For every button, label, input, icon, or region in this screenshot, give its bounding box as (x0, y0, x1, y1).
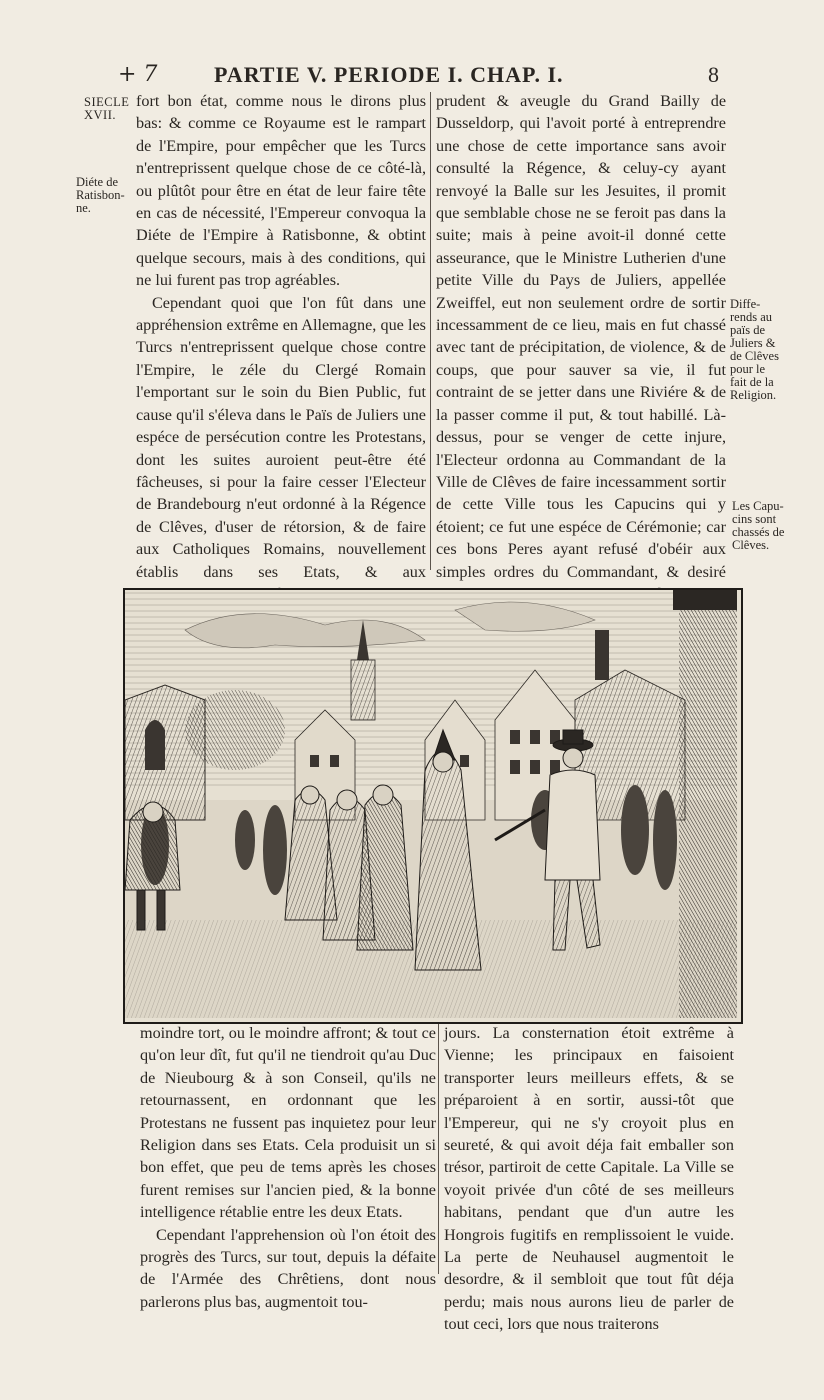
paragraph: prudent & aveugle du Grand Bailly de Dusseldorp, qui l'avoit porté à entreprendre une chose de cette importance sans avoir consulté la Régence, & celuy-cy ayant renvoyé la Balle sur les Jesuites, il promit que semblable chose ne se feroit pas dans la suite; mais à peine avoit-il donné cette asseurance, que le Ministre Lutherien d'une petite Ville du Pays de Juliers, appellée Zweiffel, eut non seulement ordre de sortir incessamment de ce lieu, mais en fut chassé avec tant de précipitation, de violence, & de coups, que pour sauver sa vie, il fut contraint de se jetter dans une Riviére & de la passer comme il put, & tout habillé. Là-dessus, pour se venger de cette injure, l'Electeur ordonna au Commandant de la Ville de Clêves de faire incessamment sortir de cette Ville tous les Capucins qui y étoient; ce fut une espéce de Cérémonie; car ces bons Peres ayant refusé d'obéir aux simples ordres du Commandant, & desiré (436, 92, 726, 581)
margin-note-line: SIECLE (84, 95, 130, 109)
page-number-right: 8 (708, 62, 719, 87)
running-header (0, 62, 824, 92)
margin-note-line: Diéte de (76, 175, 118, 189)
page-number-left: + 7 (118, 62, 158, 87)
margin-note-line: pour le (730, 362, 766, 376)
margin-note-line: XVII. (84, 108, 117, 122)
margin-note-differends (730, 298, 820, 402)
margin-note-line: Religion. (730, 388, 777, 402)
paragraph: moindre tort, ou le moindre affront; & tout ce qu'on leur dît, fut qu'il ne tiendroit qu'au Duc de Nieubourg & à son Conseil, qu'ils ne retournassent, en ordonnant que les Protestans ne fussent pas inquietez pour leur Religion dans ses Etats. Cela produisit un si bon effet, que peu de tems après les choses furent remises sur l'ancien pied, & la bonne intelligence rétablie entre les deux Etats. (140, 1024, 436, 1222)
margin-note-line: ne. (76, 201, 91, 215)
paragraph: fort bon état, comme nous le dirons plus bas: & comme ce Royaume est le rampart de l'Empire, pour empêcher que les Turcs n'entreprissent quelque chose de ce côté-là, ou plûtôt pour être en état de leur faire tête en cas de nécessité, l'Empereur convoqua la Diéte de l'Empire à Ratisbonne, & obtint quelque secours, mais à des conditions, qui ne lui furent pas trop agréables. (136, 92, 426, 290)
margin-note-line: Ratisbon- (76, 188, 125, 202)
column-bottom-left (140, 1022, 436, 1313)
margin-note-line: cins sont (732, 512, 777, 526)
column-divider (430, 92, 431, 570)
margin-note-siecle (84, 96, 134, 122)
margin-note-diete (76, 176, 136, 215)
margin-note-line: rends au (730, 310, 772, 324)
engraving-illustration (123, 588, 743, 1024)
margin-note-line: païs de (730, 323, 766, 337)
margin-note-line: Clêves. (732, 538, 770, 552)
engraving-scene (125, 590, 737, 1018)
column-bottom-right (444, 1022, 734, 1336)
margin-note-line: fait de la (730, 375, 774, 389)
margin-note-line: Diffe- (730, 297, 761, 311)
margin-note-capucins (732, 500, 822, 552)
margin-note-line: chassés de (732, 525, 785, 539)
margin-note-line: Juliers & (730, 336, 776, 350)
paragraph: jours. La consternation étoit extrême à Vienne; les principaux en faisoient transporter leurs meilleurs effets, & se préparoient à en sortir, aussi-tôt que l'Empereur, qui ne s'y croyoit plus en seureté, & qui avoit déja fait emballer son trésor, partiroit de cette Capitale. La Ville se voyoit privée d'un côté de ses meilleurs habitans, pendant que d'un autre les Hongrois fugitifs en remplissoient le vuide. La perte de Neuhausel augmentoit le desordre, & il sembloit que tout fût déja perdu; mais nous aurons lieu de parler de tout ceci, lors que nous traiterons (444, 1024, 734, 1334)
running-title: PARTIE V. PERIODE I. CHAP. I. (214, 62, 564, 87)
paragraph: Cependant l'apprehension où l'on étoit des progrès des Turcs, sur tout, depuis la défaite de l'Armée des Chrêtiens, dont nous parlerons plus bas, augmentoit tou- (140, 1225, 436, 1311)
paragraph: Cependant quoi que l'on fût dans une appréhension extrême en Allemagne, que les Turcs n'entreprissent quelque chose contre l'Empire, le zéle du Clergé Romain l'emportant sur le soin du Bien Public, fut cause qu'il s'éleva dans le Païs de Juliers une espéce de persécution contre les Protestans, dont les suites auroient peut-être été fâcheuses, si pour la faire cesser l'Electeur de Brandebourg n'eut ordonné à la Régence de Clêves, d'user de rétorsion, & de faire aux Catholiques Romains, nouvellement établis dans ses Etats, & aux (136, 293, 426, 581)
margin-note-line: de Clêves (730, 349, 779, 363)
column-divider (438, 1024, 439, 1274)
margin-note-line: Les Capu- (732, 499, 784, 513)
